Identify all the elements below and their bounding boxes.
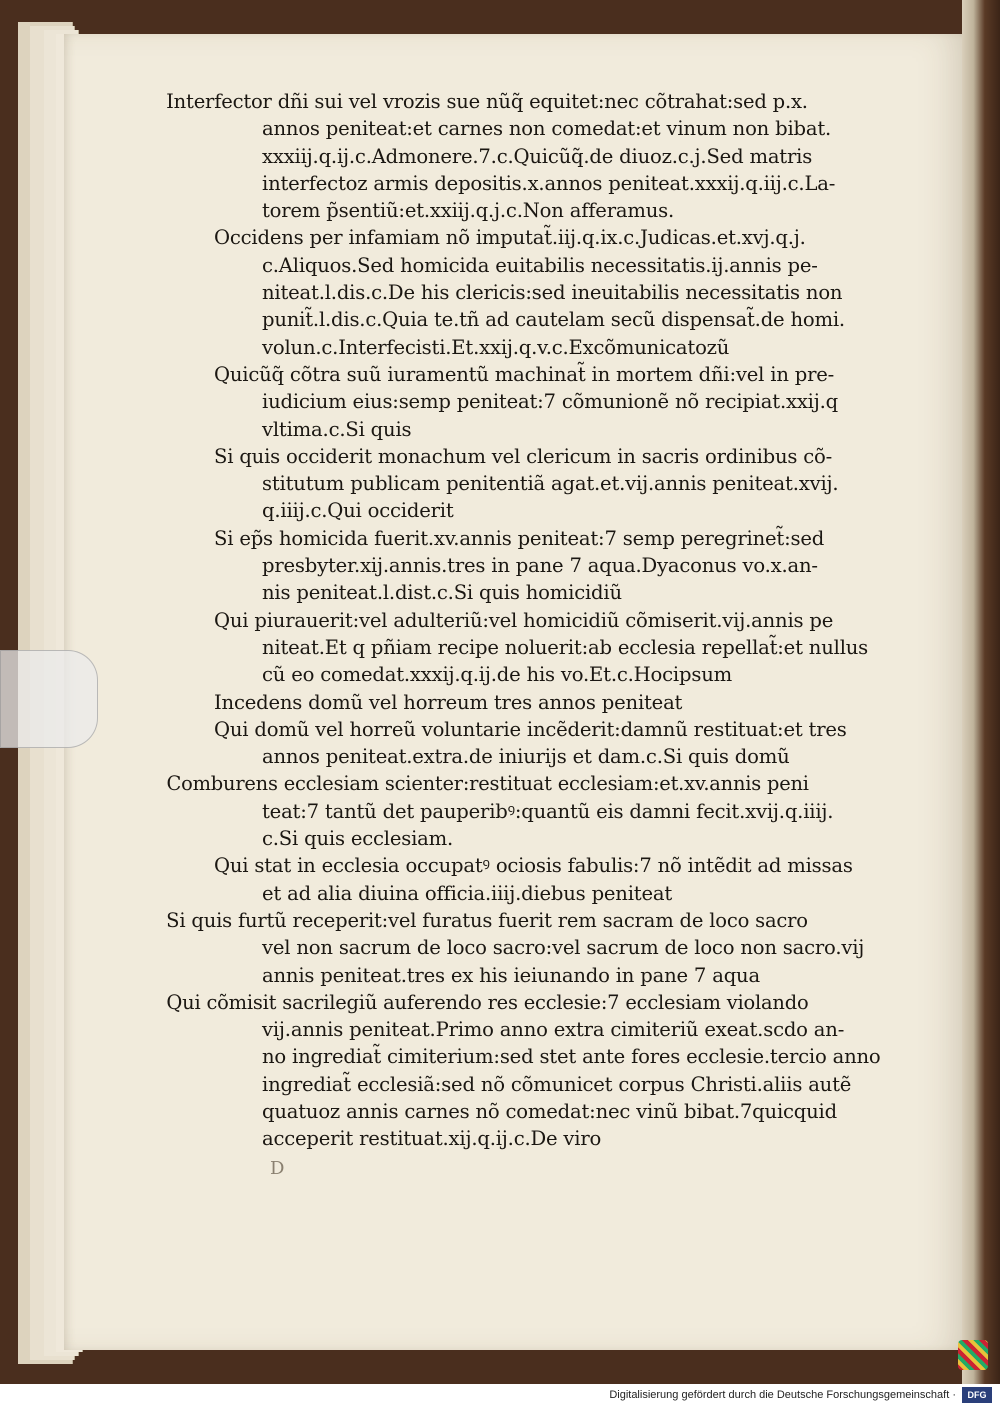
text-line: Si quis furtũ receperit:vel furatus fuerit rem sacram de loco sacro [166,908,808,932]
text-line: punit̃.l.dis.c.Quia te.tñ ad cautelam secũ dispensat̃.de homi. [262,308,845,332]
funding-credit: Digitalisierung gefördert durch die Deutsche Forschungsgemeinschaft · [609,1389,956,1401]
ribbon-bookmark [958,1340,988,1370]
text-line: Qui domũ vel horreũ voluntarie incẽderit:damnũ restituat:et tres [214,717,847,741]
text-entry [166,907,904,989]
bookmark-tab [0,650,98,748]
text-line: teat:7 tantũ det pauperibꝰ:quantũ eis damni fecit.xvij.q.iiij. [262,799,834,823]
text-line: c.Si quis ecclesiam. [262,827,454,851]
text-line: nis peniteat.l.dist.c.Si quis homicidiũ [262,581,622,605]
text-line: niteat.Et q pñiam recipe noluerit:ab ecclesia repellat̃:et nullus [262,635,869,659]
text-line: ingrediat̃ ecclesiã:sed nõ cõmunicet corpus Christi.aliis autẽ [262,1072,852,1096]
text-line: cũ eo comedat.xxxij.q.ij.de his vo.Et.c.Hocipsum [262,663,732,687]
text-entry [214,852,904,907]
text-line: c.Aliquos.Sed homicida euitabilis necessitatis.ij.annis pe- [262,253,818,277]
text-line: iudicium eius:semp peniteat:7 cõmunionẽ nõ recipiat.xxij.q [262,390,838,414]
text-line: et ad alia diuina officia.iiij.diebus peniteat [262,881,673,905]
text-entry [214,443,904,525]
text-entry [166,989,904,1153]
text-entry [166,88,904,224]
text-line: volun.c.Interfecisti.Et.xxij.q.v.c.Excõmunicatozũ [262,335,730,359]
text-line: vel non sacrum de loco sacro:vel sacrum de loco non sacro.vij [262,936,865,960]
text-line: annos peniteat.extra.de iniurijs et dam.c.Si quis domũ [262,745,790,769]
text-line: Occidens per infamiam nõ imputat̃.iij.q.ix.c.Judicas.et.xvj.q.j. [214,226,806,250]
text-line: Qui cõmisit sacrilegiũ auferendo res ecclesie:7 ecclesiam violando [166,990,809,1014]
text-line: interfectoz armis depositis.x.annos peniteat.xxxij.q.iij.c.La- [262,171,836,195]
text-line: annis peniteat.tres ex his ieiunando in pane 7 aqua [262,963,760,987]
text-line: vltima.c.Si quis [262,417,412,441]
text-line: stitutum publicam penitentiã agat.et.vij.annis peniteat.xvij. [262,472,839,496]
text-line: xxxiij.q.ij.c.Admonere.7.c.Quicũq̃.de diuoz.c.j.Sed matris [262,144,813,168]
book-gutter [962,0,1000,1384]
text-entry [166,770,904,852]
text-entry [214,716,904,771]
text-line: Interfector dñi sui vel vrozis sue nũq̃ equitet:nec cõtrahat:sed p.x. [166,90,808,113]
text-line: niteat.l.dis.c.De his clericis:sed ineuitabilis necessitatis non [262,281,843,305]
text-line: Comburens ecclesiam scienter:restituat ecclesiam:et.xv.annis peni [166,772,809,796]
text-line: Incedens domũ vel horreum tres annos peniteat [214,690,683,714]
text-line: Qui stat in ecclesia occupatꝰ ociosis fabulis:7 nõ intẽdit ad missas [214,854,853,878]
text-line: Qui piurauerit:vel adulteriũ:vel homicidiũ cõmiserit.vij.annis pe [214,608,834,632]
text-line: Si quis occiderit monachum vel clericum in sacris ordinibus cõ- [214,444,833,468]
text-entry [214,525,904,607]
text-line: quatuoz annis carnes nõ comedat:nec vinũ bibat.7quicquid [262,1099,837,1123]
text-line: Quicũq̃ cõtra suũ iuramentũ machinat̃ in mortem dñi:vel in pre- [214,362,835,386]
text-line: annos peniteat:et carnes non comedat:et vinum non bibat. [262,117,832,141]
text-line: acceperit restituat.xij.q.ij.c.De viro [262,1127,602,1151]
text-entry [214,689,904,716]
text-line: Si ep̃s homicida fuerit.xv.annis peniteat:7 semp peregrinet̃:sed [214,526,825,550]
page-text [166,88,904,1153]
text-entry [214,224,904,360]
text-entry [214,607,904,689]
footer-bar [0,1384,1000,1406]
text-line: q.iiij.c.Qui occiderit [262,499,454,523]
text-entry [214,361,904,443]
signature-mark: D [270,1158,285,1179]
text-line: vij.annis peniteat.Primo anno extra cimiteriũ exeat.scdo an- [262,1018,845,1042]
text-line: torem p̃sentiũ:et.xxiij.q.j.c.Non afferamus. [262,199,675,223]
text-line: presbyter.xij.annis.tres in pane 7 aqua.Dyaconus vo.x.an- [262,554,818,578]
text-line: no ingrediat̃ cimiterium:sed stet ante fores ecclesie.tercio anno [262,1045,881,1069]
dfg-logo: DFG [962,1387,992,1403]
